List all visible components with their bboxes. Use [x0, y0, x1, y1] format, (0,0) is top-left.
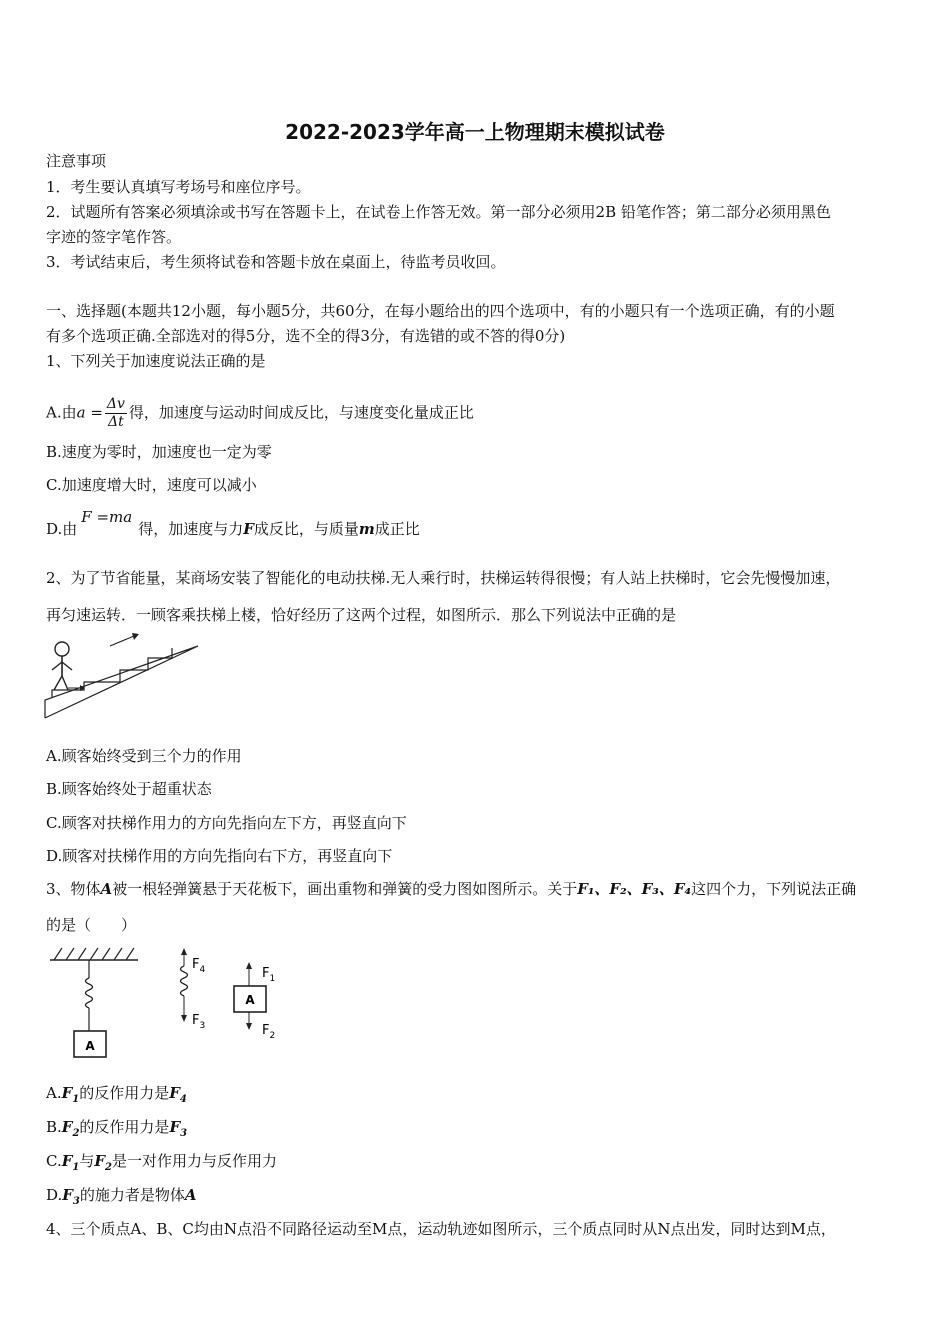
person-leg-right — [62, 676, 68, 690]
block-a-hanging-label: A — [85, 1039, 95, 1053]
motion-arrow-line — [110, 636, 134, 646]
section1-line2: 有多个选项正确.全部选对的得5分，选不全的得3分，有选错的或不答的得0分) — [46, 327, 566, 345]
q2-option-c: C.顾客对扶梯作用力的方向先指向左下方，再竖直向下 — [46, 814, 407, 832]
free-spring — [181, 966, 188, 996]
q1-d-suffix: 成正比 — [374, 520, 420, 538]
f2-arrow-head — [246, 1023, 252, 1030]
q1-option-b: B.速度为零时，加速度也一定为零 — [46, 443, 272, 461]
q1-a-prefix: A.由 — [46, 403, 77, 422]
person-arm-right — [62, 662, 72, 670]
ceiling-hatching — [54, 948, 134, 960]
q3-a-f1: $F_1$ — [61, 1084, 80, 1105]
q3-d-f3: $F_3$ — [62, 1186, 80, 1207]
motion-arrow-head — [132, 633, 139, 640]
q1-option-d — [46, 508, 420, 539]
escalator-figure — [44, 632, 204, 722]
person-arm-left — [52, 662, 62, 670]
q3-option-d — [46, 1185, 197, 1212]
q2-option-b: B.顾客始终处于超重状态 — [46, 780, 212, 798]
spring-force-figure — [44, 944, 294, 1064]
page-title: 2022-2023学年高一上物理期末模拟试卷 — [285, 120, 665, 144]
notice-item-3: 3．考试结束后，考生须将试卷和答题卡放在桌面上，待监考员收回。 — [46, 253, 506, 271]
q3-c-prefix: C. — [46, 1152, 62, 1170]
f4-arrow-head — [181, 948, 187, 955]
q1-d-mid2: 成反比，与质量 — [253, 520, 359, 538]
notice-item-1: 1．考生要认真填写考场号和座位序号。 — [46, 178, 311, 196]
q3-b-f3: $F_3$ — [169, 1118, 188, 1139]
q1-stem: 1、下列关于加速度说法正确的是 — [46, 352, 266, 370]
f1-arrow-head — [246, 962, 252, 969]
q2-option-d: D.顾客对扶梯作用的方向先指向右下方，再竖直向下 — [46, 847, 393, 865]
q3-a-prefix: A. — [46, 1084, 62, 1102]
q1-a-denominator: Δt — [108, 414, 124, 430]
person-head — [55, 642, 69, 656]
label-f1: $F_1$ — [262, 966, 276, 984]
q3-stem-part-a: 3、物体 — [46, 880, 101, 898]
q4-stem: 4、三个质点A、B、C均由N点沿不同路径运动至M点，运动轨迹如图所示，三个质点同时从N点出发，同时达到M点， — [46, 1220, 836, 1238]
q3-c-suffix: 是一对作用力与反作用力 — [111, 1152, 277, 1170]
q3-b-f2: $F_2$ — [61, 1118, 80, 1139]
escalator-steps — [52, 648, 172, 698]
section1-line1: 一、选择题(本题共12小题，每小题5分，共60分，在每小题给出的四个选项中，有的小题只有一个选项正确，有的小题 — [46, 302, 835, 320]
q3-c-mid: 与 — [79, 1152, 95, 1170]
f3-arrow-head — [181, 1015, 187, 1022]
q1-option-c: C.加速度增大时，速度可以减小 — [46, 476, 257, 494]
q3-stem-part-c: 这四个力，下列说法正确 — [691, 880, 857, 898]
q3-a-mid: 的反作用力是 — [79, 1084, 170, 1102]
q3-stem-part-b: 被一根轻弹簧悬于天花板下，画出重物和弹簧的受力图如图所示。关于 — [112, 880, 578, 898]
q2-stem-2: 再匀速运转．一顾客乘扶梯上楼，恰好经历了这两个过程，如图所示．那么下列说法中正确的是 — [46, 606, 677, 624]
q1-d-formula: F =ma — [81, 508, 133, 526]
q3-stem-object: A — [100, 880, 113, 898]
notice-item-2: 2．试题所有答案必须填涂或书写在答题卡上，在试卷上作答无效。第一部分必须用2B 铅笔作答；第二部分必须用黑色 — [46, 203, 831, 221]
q1-d-prefix: D.由 — [46, 520, 78, 538]
q2-stem-1: 2、为了节省能量，某商场安装了智能化的电动扶梯.无人乘行时，扶梯运转得很慢；有人站上扶梯时，它会先慢慢加速， — [46, 569, 841, 587]
q3-b-prefix: B. — [46, 1118, 62, 1136]
label-f4: $F_4$ — [192, 957, 206, 975]
q3-b-mid: 的反作用力是 — [79, 1118, 170, 1136]
q1-a-suffix: 得，加速度与运动时间成反比，与速度变化量成正比 — [128, 403, 474, 422]
q1-a-numerator: Δv — [106, 396, 125, 412]
q3-c-f1: $F_1$ — [61, 1152, 80, 1173]
q1-a-fraction — [105, 396, 127, 431]
q3-d-prefix: D. — [46, 1186, 63, 1204]
block-a-free-body-label: A — [245, 993, 255, 1007]
escalator-incline — [45, 646, 198, 718]
q3-d-mid: 的施力者是物体 — [79, 1186, 185, 1204]
q1-d-mid1: 得，加速度与力 — [138, 520, 244, 538]
notice-item-2-cont: 字迹的签字笔作答。 — [46, 228, 182, 246]
q3-stem-forces: F₁、F₂、F₃、F₄ — [577, 880, 692, 898]
notice-heading: 注意事项 — [46, 152, 107, 170]
q3-option-a — [46, 1083, 187, 1110]
q1-option-a — [46, 396, 474, 431]
q3-stem-1 — [46, 879, 856, 899]
label-f2: $F_2$ — [262, 1023, 276, 1041]
hanging-spring — [86, 978, 93, 1008]
q1-a-formula-lhs: a = — [76, 403, 103, 422]
q3-stem-2: 的是（ ） — [46, 916, 137, 934]
q3-c-f2: $F_2$ — [94, 1152, 112, 1173]
q3-d-object: A — [184, 1186, 197, 1204]
q3-a-f4: $F_4$ — [169, 1084, 187, 1105]
q1-d-mass: m — [358, 520, 375, 538]
q3-option-b — [46, 1117, 187, 1144]
person-leg-left — [54, 676, 62, 690]
label-f3: $F_3$ — [192, 1013, 206, 1031]
q1-d-force: F — [243, 520, 254, 538]
q3-option-c — [46, 1151, 277, 1178]
q2-option-a: A.顾客始终受到三个力的作用 — [46, 747, 242, 765]
